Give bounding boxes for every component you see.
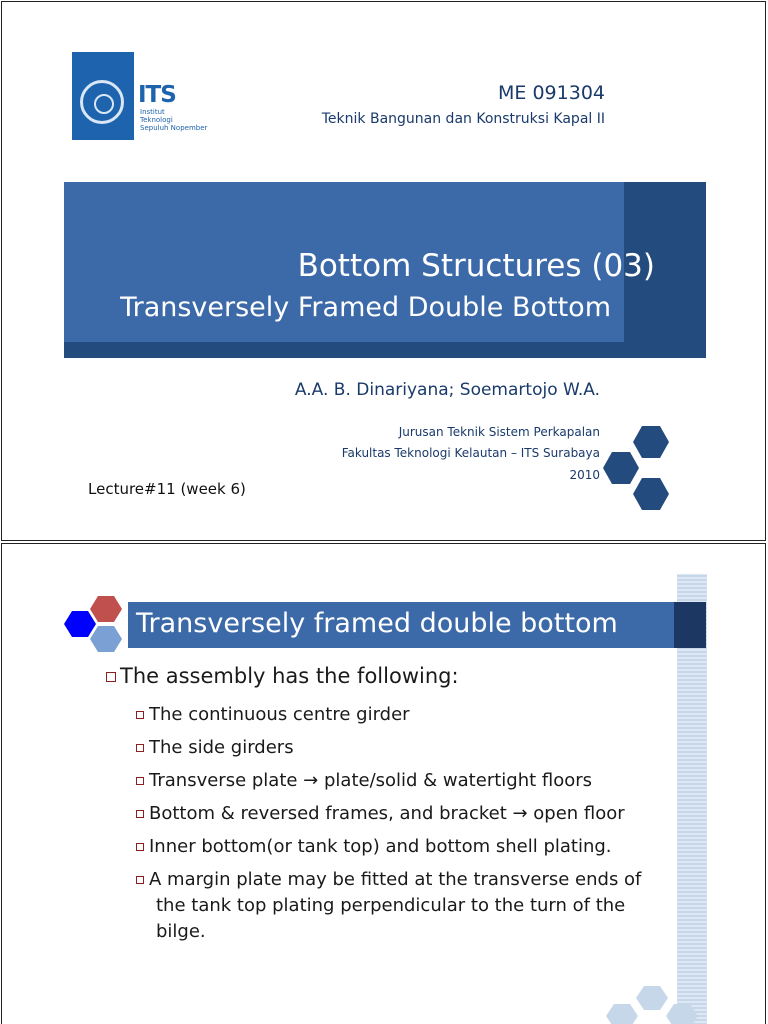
logo-subtitle [140, 108, 207, 132]
slide-subtitle: Transversely Framed Double Bottom [120, 292, 611, 323]
list-item-text: The continuous centre girder [149, 704, 410, 725]
intro-text: The assembly has the following: [120, 664, 459, 688]
hexagon-cluster-icon [64, 594, 130, 654]
checkbox-bullet-icon [136, 711, 144, 719]
logo-subtitle-line: Sepuluh Nopember [140, 124, 208, 132]
list-item [136, 834, 676, 860]
item-list [136, 702, 676, 952]
checkbox-bullet-icon [106, 672, 116, 682]
course-code: ME 091304 [498, 82, 605, 104]
intro-item [106, 664, 459, 688]
course-name: Teknik Bangunan dan Konstruksi Kapal II [321, 111, 605, 127]
list-item [136, 768, 676, 794]
list-item-text: The side girders [149, 737, 294, 758]
faculty: Fakultas Teknologi Kelautan – ITS Surabaya [341, 446, 600, 460]
checkbox-bullet-icon [136, 810, 144, 818]
logo-emblem [80, 80, 124, 124]
list-item-text: Inner bottom(or tank top) and bottom shell plating. [149, 836, 612, 857]
authors: A.A. B. Dinariyana; Soemartojo W.A. [294, 380, 600, 400]
department: Jurusan Teknik Sistem Perkapalan [398, 425, 600, 439]
checkbox-bullet-icon [136, 876, 144, 884]
slide-title: Bottom Structures (03) [297, 248, 655, 284]
year: 2010 [569, 468, 600, 482]
checkbox-bullet-icon [136, 744, 144, 752]
list-item-text: Bottom & reversed frames, and bracket → open floor [149, 803, 625, 824]
list-item-text: Transverse plate → plate/solid & watertight floors [149, 770, 593, 791]
hexagon-cluster-icon [602, 424, 692, 514]
list-item-text: A margin plate may be fitted at the transverse ends of the tank top plating perpendicular to the turn of the bilge. [149, 869, 642, 942]
list-item [136, 735, 676, 761]
slide-content [1, 543, 766, 1024]
header-bar-end [674, 602, 706, 648]
list-item [136, 702, 676, 728]
its-logo-icon [72, 52, 134, 140]
list-item [136, 867, 676, 945]
lecture-label: Lecture#11 (week 6) [88, 480, 246, 498]
logo-subtitle-line: Teknologi [140, 116, 173, 124]
title-band-strip [64, 342, 624, 358]
logo-wordmark: ITS [138, 82, 176, 108]
hexagon-cluster-icon [604, 984, 704, 1024]
slide-title [1, 1, 766, 541]
slide-title: Transversely framed double bottom [136, 608, 618, 639]
list-item [136, 801, 676, 827]
logo-subtitle-line: Institut [140, 108, 165, 116]
checkbox-bullet-icon [136, 843, 144, 851]
checkbox-bullet-icon [136, 777, 144, 785]
